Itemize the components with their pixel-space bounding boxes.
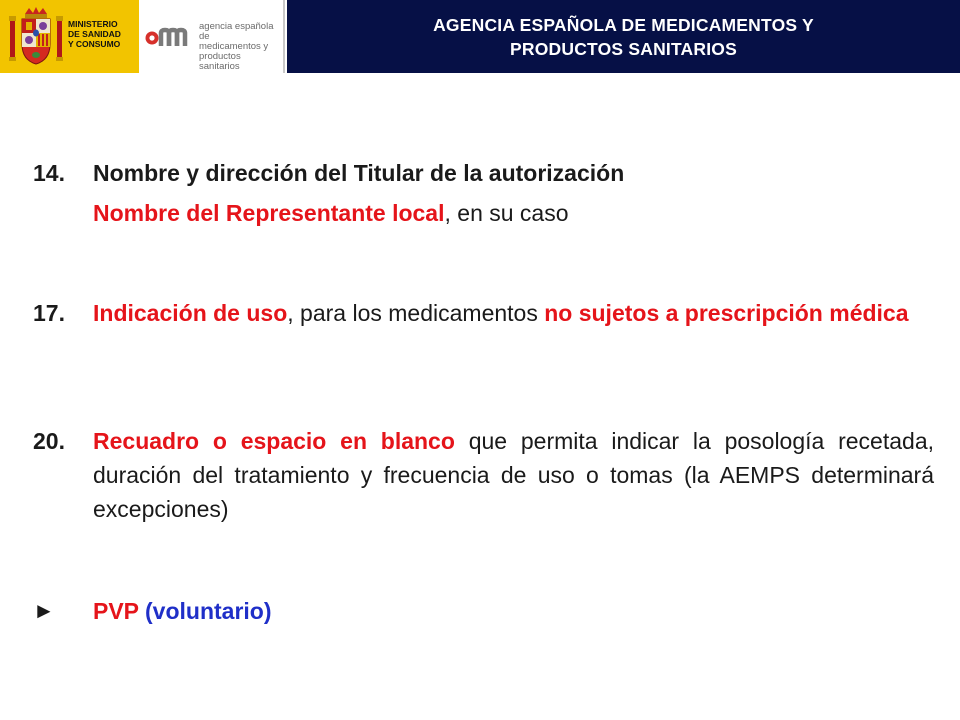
highlight-text: Recuadro o espacio en blanco [93,428,455,454]
plain-text: , en su caso [444,200,569,226]
agency-name: agencia española de medicamentos y productos sanitarios [199,21,274,72]
item-text [93,594,934,628]
item-subline [93,196,934,230]
coat-of-arms-icon [8,6,64,68]
plain-text: que permita indicar la posología recetada, duración del tratamiento y frecuencia de uso o tomas (la AEMPS determinará excepciones) [93,428,934,522]
highlight-text: Nombre del Representante local [93,200,445,226]
aemps-logo-icon [145,24,191,48]
ministry-name: MINISTERIO DE SANIDAD Y CONSUMO [68,19,121,49]
item-text [93,296,934,330]
agency-logo-block [139,0,285,73]
note-text: (voluntario) [138,598,272,624]
item-heading: Nombre y dirección del Titular de la autorización [93,160,625,186]
list-item-20 [33,424,934,534]
highlight-text: Indicación de uso [93,300,288,326]
title-bar [287,0,960,73]
plain-text: , para los medicamentos [287,300,545,326]
list-item-14 [33,156,934,236]
ministry-logo-block [0,0,139,73]
list-item-pvp [33,594,934,630]
list-item-17 [33,296,934,368]
highlight-text: no sujetos a prescripción médica [544,300,909,326]
item-text [93,424,934,526]
highlight-text: PVP [93,598,139,624]
item-number: 17. [33,300,65,326]
item-number: 20. [33,428,65,454]
page-title: AGENCIA ESPAÑOLA DE MEDICAMENTOS Y PRODUCTOS SANITARIOS [433,14,814,59]
item-number: 14. [33,160,65,186]
bullet-arrow-icon: ► [33,598,55,623]
item-text [93,156,934,230]
header [0,0,960,73]
